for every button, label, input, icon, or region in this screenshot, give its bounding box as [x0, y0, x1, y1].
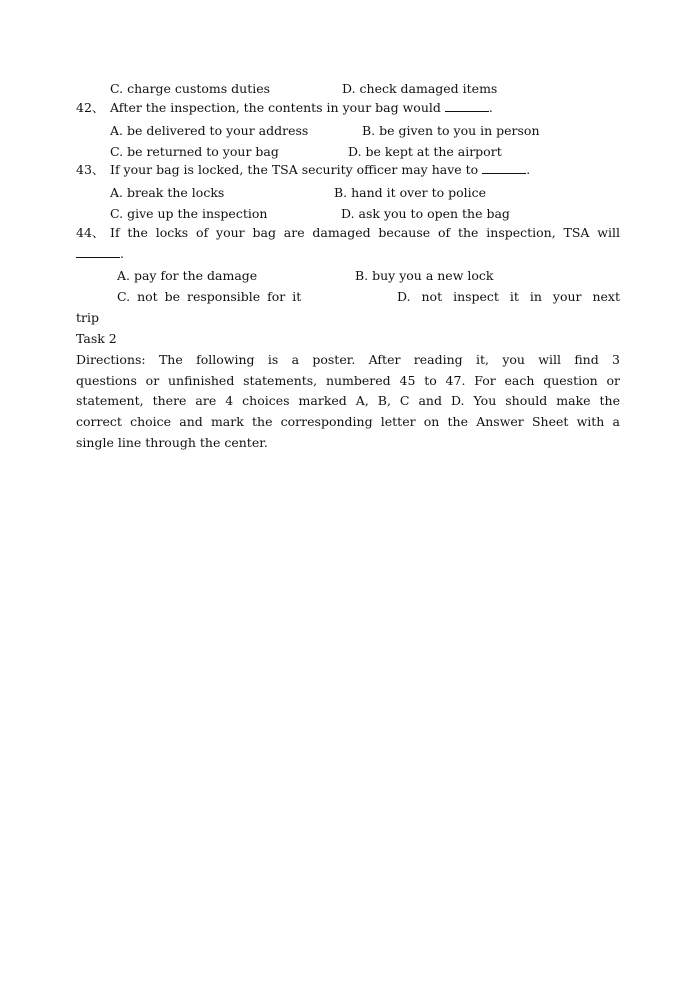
q44-option-c: C. not be responsible for it: [117, 289, 302, 304]
q43-stem: [110, 162, 530, 178]
q42-stem: [110, 100, 493, 116]
q44-option-d: D. not inspect it in your next: [397, 289, 620, 304]
q42-blank: [445, 100, 489, 112]
q44-option-b: B. buy you a new lock: [355, 268, 494, 283]
q41-option-d: D. check damaged items: [342, 81, 498, 96]
task2-title: Task 2: [76, 331, 117, 346]
q42-stem-text: After the inspection, the contents in your bag would: [110, 100, 445, 115]
q42-option-a: A. be delivered to your address: [110, 123, 309, 138]
q43-blank: [482, 162, 526, 174]
q44-option-a: A. pay for the damage: [117, 268, 258, 283]
q43-option-d: D. ask you to open the bag: [341, 206, 510, 221]
q44-option-d-continued: trip: [76, 310, 99, 325]
q41-option-c: C. charge customs duties: [110, 81, 271, 96]
q44-number: 44、: [76, 225, 105, 240]
q44-stem-end: .: [120, 246, 124, 261]
q44-blank: [76, 246, 120, 258]
q42-number: 42、: [76, 100, 105, 115]
task2-directions-line3: statement, there are 4 choices marked A, B, C and D. You should make the: [76, 393, 620, 408]
q43-stem-end: .: [526, 162, 531, 177]
q43-option-b: B. hand it over to police: [334, 185, 487, 200]
q44-stem-line1: If the locks of your bag are damaged because of the inspection, TSA will: [110, 225, 620, 240]
q42-option-d: D. be kept at the airport: [348, 144, 502, 159]
q42-stem-end: .: [488, 100, 493, 115]
task2-directions-line1: Directions: The following is a poster. After reading it, you will find 3: [76, 352, 620, 367]
task2-directions-line4: correct choice and mark the corresponding letter on the Answer Sheet with a: [76, 414, 620, 429]
q44-stem-line2: [76, 246, 124, 262]
q43-number: 43、: [76, 162, 105, 177]
task2-directions-line5: single line through the center.: [76, 435, 268, 450]
task2-directions-line2: questions or unfinished statements, numbered 45 to 47. For each question or: [76, 373, 620, 388]
q43-option-a: A. break the locks: [110, 185, 225, 200]
q43-stem-text: If your bag is locked, the TSA security officer may have to: [110, 162, 483, 177]
q42-option-c: C. be returned to your bag: [110, 144, 279, 159]
q42-option-b: B. be given to you in person: [362, 123, 540, 138]
q43-option-c: C. give up the inspection: [110, 206, 268, 221]
